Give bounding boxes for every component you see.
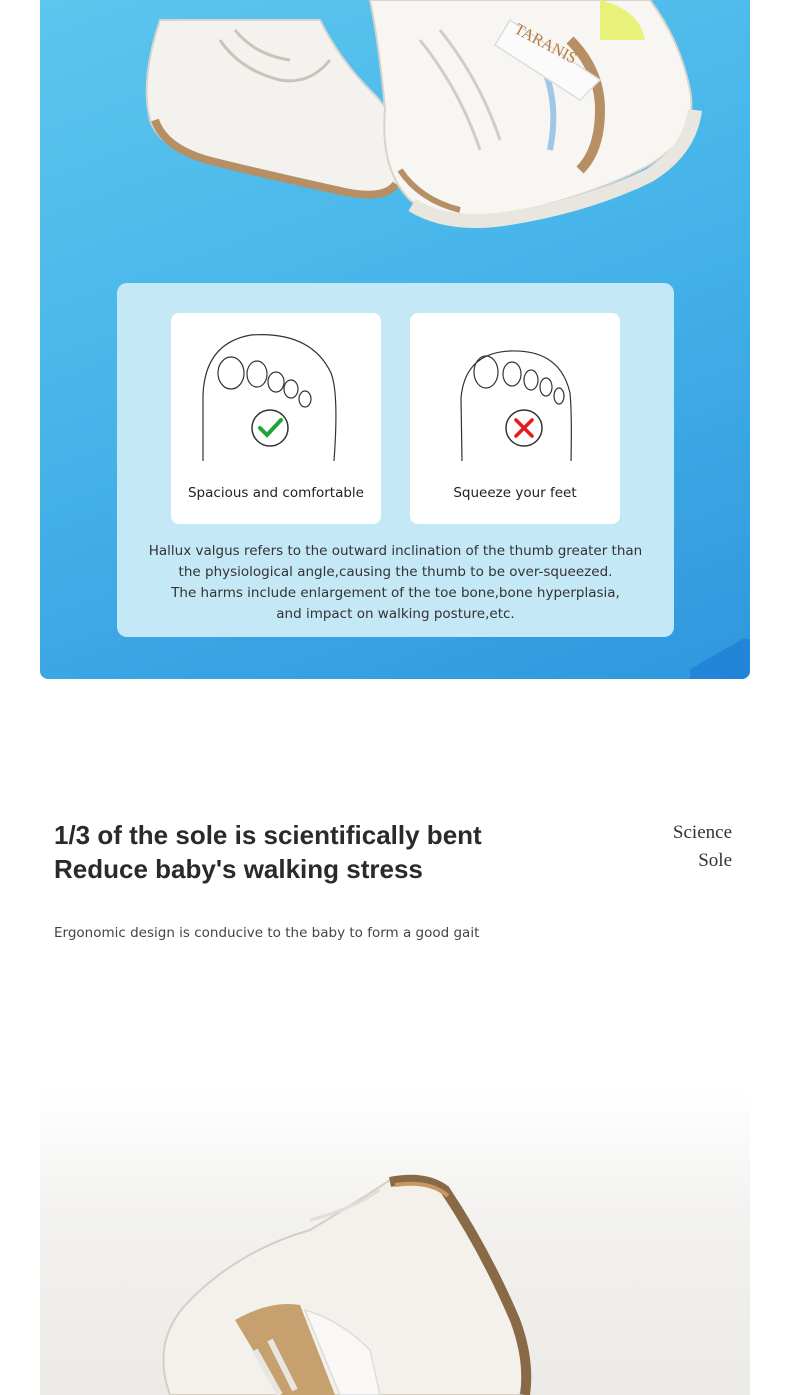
description-line: Hallux valgus refers to the outward inclination of the thumb greater than	[148, 543, 643, 559]
description-line: and impact on walking posture,etc.	[276, 606, 515, 622]
good-fit-card	[171, 313, 381, 524]
description-line: the physiological angle,causing the thumb to be over-squeezed.	[178, 564, 613, 580]
sneaker-bent-image	[40, 1090, 750, 1395]
side-label-line-1: Science	[672, 822, 732, 843]
sole-subtext: Ergonomic design is conducive to the baby to form a good gait	[54, 925, 480, 941]
check-circle-icon	[252, 410, 288, 446]
science-sole-label	[673, 819, 732, 875]
hallux-description	[117, 541, 674, 625]
hallux-info-box	[117, 283, 674, 637]
brand-logo: TARANIS	[511, 20, 580, 68]
description-line: The harms include enlargement of the toe bone,bone hyperplasia,	[171, 585, 620, 601]
headline-line-1: 1/3 of the sole is scientifically bent	[54, 820, 482, 850]
good-fit-label: Spacious and comfortable	[187, 485, 364, 501]
sole-shoe-image	[40, 1090, 750, 1395]
sole-headline	[54, 818, 482, 886]
hero-banner	[40, 0, 750, 679]
x-circle-icon	[506, 410, 542, 446]
headline-line-2: Reduce baby's walking stress	[54, 854, 423, 884]
bad-fit-label: Squeeze your feet	[453, 485, 577, 501]
sneakers-top-image	[40, 0, 750, 260]
bad-fit-card	[410, 313, 620, 524]
corner-accent	[690, 639, 750, 679]
side-label-line-2: Sole	[698, 850, 732, 871]
